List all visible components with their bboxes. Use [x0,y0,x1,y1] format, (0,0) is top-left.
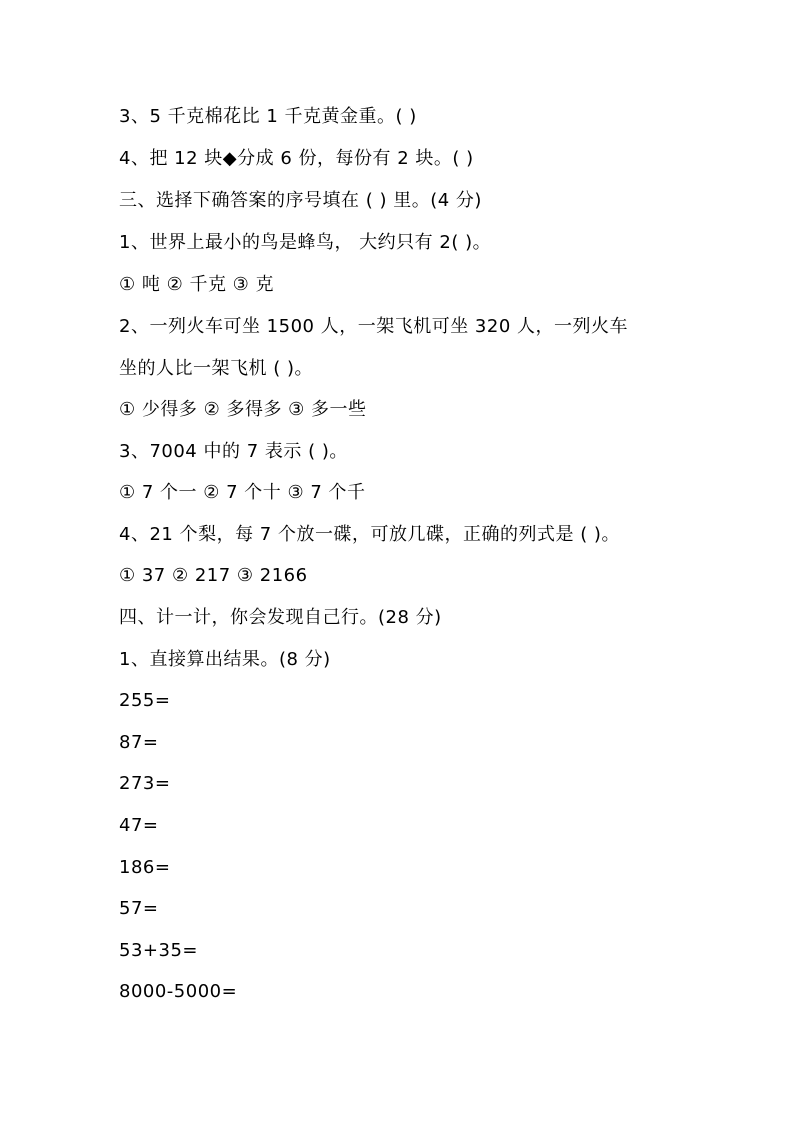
question-choice-2: 2、一列火车可坐 1500 人，一架飞机可坐 320 人，一列火车 [119,316,629,337]
question-choice-2-continued: 坐的人比一架飞机 ( )。 [119,358,313,379]
calculation-item: 87= [119,732,159,753]
options-choice-4: ① 37 ② 217 ③ 2166 [119,565,308,586]
options-choice-1: ① 吨 ② 千克 ③ 克 [119,274,275,295]
calculation-item: 186= [119,857,171,878]
calculation-item: 255= [119,690,171,711]
question-choice-3: 3、7004 中的 7 表示 ( )。 [119,441,348,462]
options-choice-2: ① 少得多 ② 多得多 ③ 多一些 [119,399,367,420]
calculation-item: 57= [119,898,159,919]
calculation-item: 53+35= [119,940,198,961]
calculation-item: 47= [119,815,159,836]
section-heading-calculation: 四、计一计，你会发现自己行。(28 分) [119,607,442,628]
calculation-item: 8000-5000= [119,981,238,1002]
options-choice-3: ① 7 个一 ② 7 个十 ③ 7 个千 [119,482,366,503]
question-true-false-3: 3、5 千克棉花比 1 千克黄金重。( ) [119,106,417,127]
section-heading-multiple-choice: 三、选择下确答案的序号填在 ( ) 里。(4 分) [119,190,482,211]
question-choice-4: 4、21 个梨，每 7 个放一碟，可放几碟，正确的列式是 ( )。 [119,524,620,545]
question-true-false-4: 4、把 12 块◆分成 6 份，每份有 2 块。( ) [119,148,474,169]
question-choice-1: 1、世界上最小的鸟是蜂鸟， 大约只有 2( )。 [119,232,492,253]
subheading-direct-calculation: 1、直接算出结果。(8 分) [119,649,331,670]
calculation-item: 273= [119,773,171,794]
